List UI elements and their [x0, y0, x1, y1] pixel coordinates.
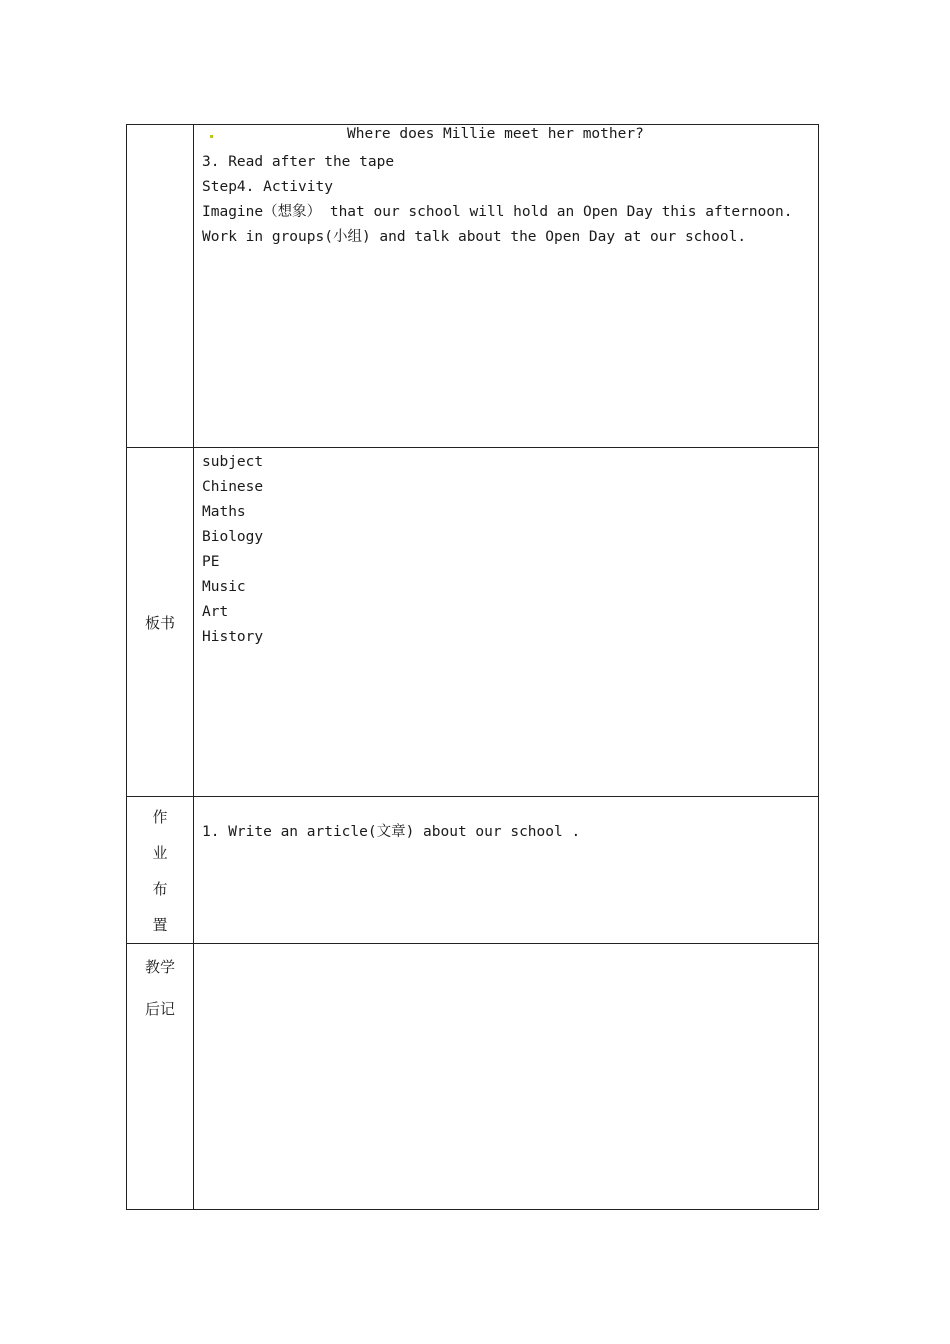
board-item: Chinese	[202, 479, 264, 495]
board-label: 板书	[144, 613, 175, 632]
board-row	[127, 448, 819, 797]
mark-dot	[210, 135, 213, 138]
procedure-line: Work in groups(小组) and talk about the Open Day at our school.	[202, 229, 747, 245]
procedure-line: Imagine（想象） that our school will hold an Open Day this afternoon.	[202, 204, 793, 220]
procedure-line: Step4. Activity	[202, 179, 333, 195]
procedure-line: 3. Read after the tape	[202, 154, 395, 170]
board-content-cell	[194, 448, 819, 797]
homework-row	[127, 797, 819, 944]
reflection-content-cell	[194, 944, 819, 1210]
board-item: Art	[202, 604, 229, 620]
board-item: subject	[202, 454, 264, 470]
procedure-content-cell	[194, 125, 819, 448]
board-list	[202, 448, 818, 650]
reflection-label-cell	[127, 944, 194, 1210]
homework-label-char: 业	[152, 844, 168, 862]
board-item: Maths	[202, 504, 246, 520]
procedure-label-cell	[127, 125, 194, 448]
homework-label-char: 置	[152, 916, 168, 934]
reflection-label-part: 教学	[144, 958, 175, 976]
board-item: History	[202, 629, 264, 645]
reflection-row	[127, 944, 819, 1210]
question-text: Where does Millie meet her mother?	[347, 126, 644, 142]
reflection-label-part: 后记	[144, 1000, 175, 1018]
homework-content-cell	[194, 797, 819, 944]
homework-text: 1. Write an article(文章) about our school .	[202, 824, 581, 840]
lesson-plan-table	[126, 124, 819, 1210]
board-label-cell	[127, 448, 194, 797]
homework-label-cell	[127, 797, 194, 944]
question-line	[202, 123, 818, 145]
board-item: Music	[202, 579, 246, 595]
homework-label-char: 作	[152, 808, 168, 826]
board-item: Biology	[202, 529, 264, 545]
board-item: PE	[202, 554, 220, 570]
homework-label-char: 布	[152, 880, 168, 898]
procedure-row	[127, 125, 819, 448]
